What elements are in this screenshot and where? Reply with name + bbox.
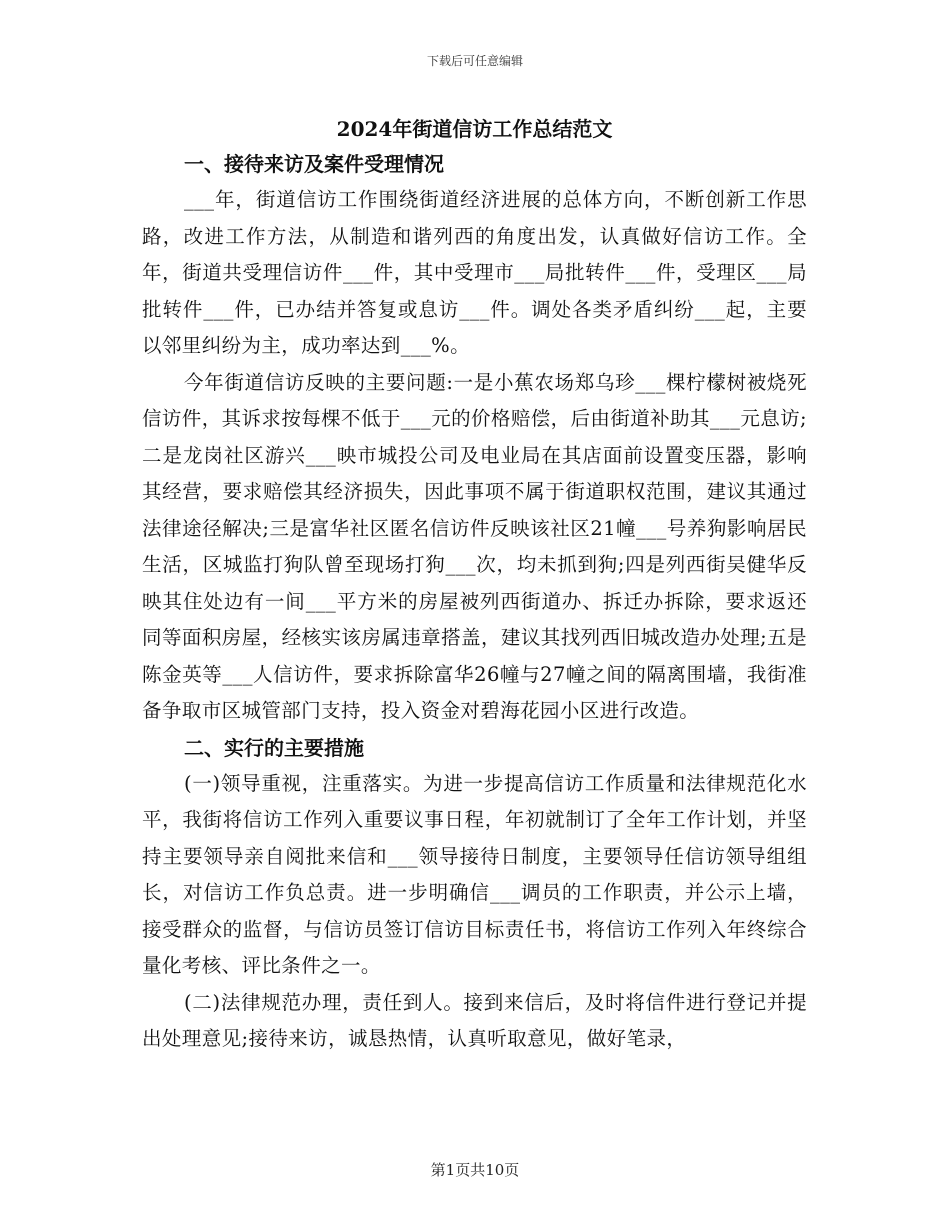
page-header-note: 下载后可任意编辑 bbox=[426, 54, 523, 68]
document-title: 2024年街道信访工作总结范文 bbox=[336, 117, 613, 141]
section-2-paragraph-1: (一)领导重视，注重落实。为进一步提高信访工作质量和法律规范化水平，我街将信访工作列入重要议事日程，年初就制订了全年工作计划，并坚持主要领导亲自阅批来信和___领导接待日制度，主要领导任信访领导组组长，对信访工作负总责。进一步明确信___调员的工作职责，并公示上墙，接受群众的监督，与信访员签订信访目标责任书，将信访工作列入年终综合量化考核、评比条件之一。 bbox=[142, 771, 807, 977]
page-footer-page-number: 第1页共10页 bbox=[430, 1161, 520, 1179]
section-heading-1: 一、接待来访及案件受理情况 bbox=[184, 152, 444, 176]
section-heading-2: 二、实行的主要措施 bbox=[184, 735, 364, 760]
section-1-paragraph-1: ___年，街道信访工作围绕街道经济进展的总体方向，不断创新工作思路，改进工作方法，从制造和谐列西的角度出发，认真做好信访工作。全年，街道共受理信访件___件，其中受理市___局批转件___件，受理区___局批转件___件，已办结并答复或息访___件。调处各类矛盾纠纷___起，主要以邻里纠纷为主，成功率达到___%。 bbox=[142, 188, 807, 357]
document-body bbox=[142, 112, 807, 1058]
section-1-paragraph-2: 今年街道信访反映的主要问题:一是小蕉农场郑乌珍___棵柠檬树被烧死信访件，其诉求按每棵不低于___元的价格赔偿，后由街道补助其___元息访;二是龙岗社区游兴___映市城投公司及电业局在其店面前设置变压器，影响其经营，要求赔偿其经济损失，因此事项不属于街道职权范围，建议其通过法律途径解决;三是富华社区匿名信访件反映该社区21幢___号养狗影响居民生活，区城监打狗队曾至现场打狗___次，均未抓到狗;四是列西街吴健华反映其住处边有一间___平方米的房屋被列西街道办、拆迁办拆除，要求返还同等面积房屋，经核实该房属违章搭盖，建议其找列西旧城改造办处理;五是陈金英等___人信访件，要求拆除富华26幢与27幢之间的隔离围墙，我街准备争取市区城管部门支持，投入资金对碧海花园小区进行改造。 bbox=[142, 370, 807, 722]
section-2-paragraph-2: (二)法律规范办理，责任到人。接到来信后，及时将信件进行登记并提出处理意见;接待来访，诚恳热情，认真听取意见，做好笔录， bbox=[142, 990, 807, 1050]
